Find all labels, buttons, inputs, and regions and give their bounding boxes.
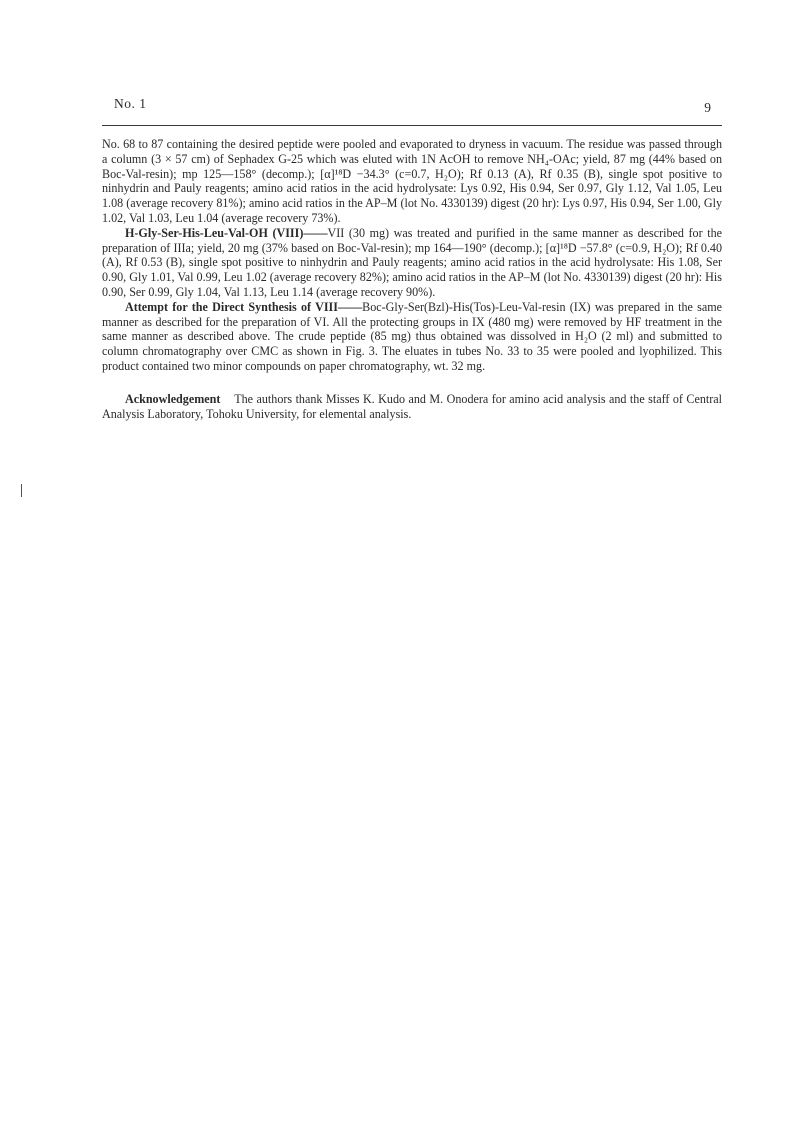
header-rule	[102, 125, 722, 126]
direct-synthesis-heading: Attempt for the Direct Synthesis of VIII——	[125, 299, 363, 314]
acknowledgement-paragraph	[102, 392, 722, 422]
paragraph-pooled-fractions: No. 68 to 87 containing the desired peptide were pooled and evaporated to dryness in vacuum. The residue was passed through a column (3 × 57 cm) of Sephadex G-25 which was eluted with 1N AcOH to remove NH₄-OAc; yield, 87 mg (44% based on Boc-Val-resin); mp 125—158° (decomp.); [α]¹⁸D −34.3° (c=0.7, H₂O); Rf 0.13 (A), Rf 0.35 (B), single spot positive to ninhydrin and Pauly reagents; amino acid ratios in the acid hydrolysate: Lys 0.92, His 0.94, Ser 0.97, Gly 1.12, Val 1.05, Leu 1.08 (average recovery 81%); amino acid ratios in the AP–M (lot No. 4330139) digest (20 hr): Lys 0.97, His 0.94, Ser 1.00, Gly 1.02, Val 1.03, Leu 1.04 (average recovery 73%).	[102, 137, 722, 225]
direct-synthesis-text: Boc-Gly-Ser(Bzl)-His(Tos)-Leu-Val-resin (IX) was prepared in the same manner as described for the preparation of VI. All the protecting groups in IX (480 mg) were removed by HF treatment in the same manner as described above. The crude peptide (85 mg) thus obtained was dissolved in H₂O (2 ml) and submitted to column chromatography over CMC as shown in Fig. 3. The eluates in tubes No. 33 to 35 were pooled and lyophilized. This product contained two minor compounds on paper chromatography, wt. 32 mg.	[102, 299, 723, 373]
acknowledgement-text: The authors thank Misses K. Kudo and M. Onodera for amino acid analysis and the staff of Central Analysis Laboratory, Tohoku University, for elemental analysis.	[102, 391, 723, 421]
article-body	[102, 137, 722, 421]
paragraph-direct-synthesis	[102, 300, 722, 374]
acknowledgement-heading: Acknowledgement	[125, 391, 221, 406]
page-number: 9	[704, 100, 711, 115]
paragraph-compound-viii	[102, 226, 722, 300]
compound-viii-heading: H-Gly-Ser-His-Leu-Val-OH (VIII)——	[125, 225, 328, 240]
page-header	[114, 96, 711, 122]
compound-viii-text: VII (30 mg) was treated and purified in the same manner as described for the preparation of IIIa; yield, 20 mg (37% based on Boc-Val-resin); mp 164—190° (decomp.); [α]¹⁸D −57.8° (c=0.9, H₂O); Rf 0.40 (A), Rf 0.53 (B), single spot positive to ninhydrin and Pauly reagents; amino acid ratios in the acid hydrolysate: His 1.08, Ser 0.90, Gly 1.01, Val 0.99, Leu 1.02 (average recovery 82%); amino acid ratios in the AP–M (lot No. 4330139) digest (20 hr): His 0.90, Ser 0.99, Gly 1.04, Val 1.13, Leu 1.14 (average recovery 90%).	[102, 225, 722, 299]
margin-mark	[21, 484, 22, 497]
journal-issue-label: No. 1	[114, 96, 147, 111]
